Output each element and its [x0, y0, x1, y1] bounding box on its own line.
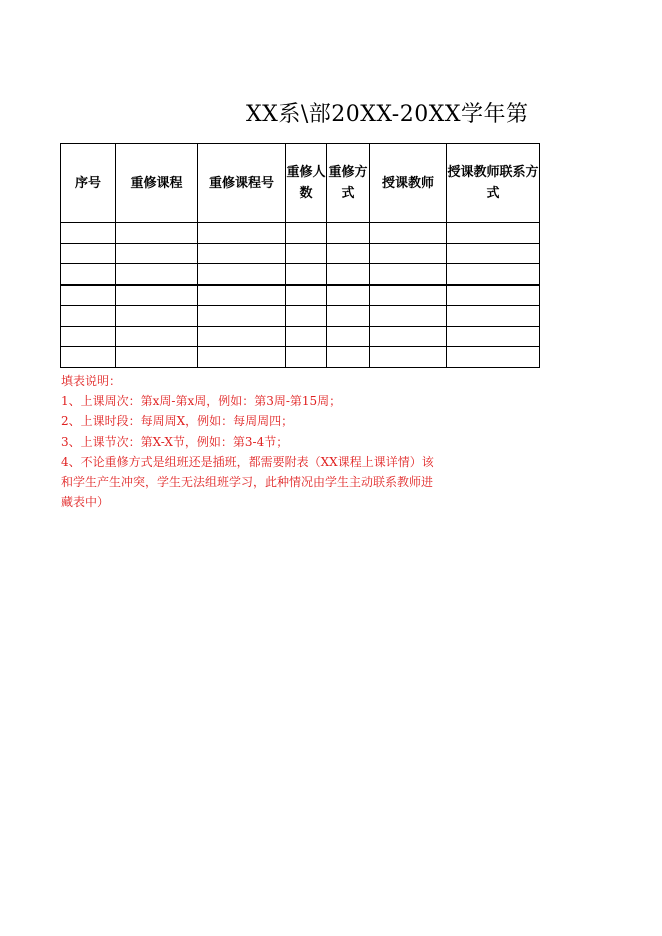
table-cell[interactable]: [370, 223, 447, 244]
table-cell[interactable]: [327, 285, 370, 306]
table-cell[interactable]: [116, 306, 198, 327]
table-cell[interactable]: [447, 326, 540, 347]
header-teacher-contact: 授课教师联系方式: [447, 144, 540, 223]
table-cell[interactable]: [286, 223, 327, 244]
table-cell[interactable]: [61, 285, 116, 306]
table-cell[interactable]: [447, 285, 540, 306]
table-cell[interactable]: [327, 264, 370, 285]
table-cell[interactable]: [327, 347, 370, 368]
table-cell[interactable]: [286, 243, 327, 264]
table-cell[interactable]: [370, 285, 447, 306]
instruction-line: 1、上课周次：第x周-第x周，例如：第3周-第15周；: [61, 394, 342, 409]
table-cell[interactable]: [61, 326, 116, 347]
instruction-line: 3、上课节次：第X-X节，例如：第3-4节；: [61, 434, 289, 449]
table-cell[interactable]: [370, 347, 447, 368]
table-row: [61, 306, 540, 327]
table-cell[interactable]: [286, 306, 327, 327]
table-cell[interactable]: [447, 243, 540, 264]
table-row: [61, 243, 540, 264]
filling-instructions: [61, 371, 539, 512]
table-cell[interactable]: [61, 347, 116, 368]
table-cell[interactable]: [116, 223, 198, 244]
table-cell[interactable]: [61, 264, 116, 285]
table-cell[interactable]: [116, 326, 198, 347]
table-cell[interactable]: [286, 347, 327, 368]
header-serial-number: 序号: [61, 144, 116, 223]
instruction-line: 藏表中）: [61, 495, 110, 510]
page-title: XX系\部20XX-20XX学年第: [246, 102, 529, 127]
header-retake-course-code: 重修课程号: [198, 144, 286, 223]
table-cell[interactable]: [327, 243, 370, 264]
table-cell[interactable]: [198, 285, 286, 306]
header-retake-count: 重修人数: [286, 144, 327, 223]
table-cell[interactable]: [327, 326, 370, 347]
table-cell[interactable]: [198, 347, 286, 368]
table-cell[interactable]: [447, 347, 540, 368]
table-cell[interactable]: [198, 326, 286, 347]
instruction-line: 2、上课时段：每周周X，例如：每周周四；: [61, 414, 294, 429]
table-cell[interactable]: [327, 306, 370, 327]
table-cell[interactable]: [370, 326, 447, 347]
table-cell[interactable]: [370, 243, 447, 264]
table-cell[interactable]: [198, 264, 286, 285]
table-cell[interactable]: [198, 306, 286, 327]
header-teacher: 授课教师: [370, 144, 447, 223]
table-cell[interactable]: [116, 264, 198, 285]
table-cell[interactable]: [370, 264, 447, 285]
instructions-heading: 填表说明：: [61, 374, 122, 388]
table-row: [61, 326, 540, 347]
table-cell[interactable]: [116, 347, 198, 368]
table-cell[interactable]: [286, 285, 327, 306]
table-cell[interactable]: [116, 285, 198, 306]
table-row: [61, 223, 540, 244]
table-cell[interactable]: [286, 264, 327, 285]
table-row: [61, 285, 540, 306]
table-cell[interactable]: [447, 264, 540, 285]
table-cell[interactable]: [447, 223, 540, 244]
header-retake-course: 重修课程: [116, 144, 198, 223]
table-cell[interactable]: [198, 223, 286, 244]
table-cell[interactable]: [370, 306, 447, 327]
table-cell[interactable]: [447, 306, 540, 327]
table-row: [61, 264, 540, 285]
instruction-line: 4、不论重修方式是组班还是插班，都需要附表（XX课程上课详情）该: [61, 454, 434, 469]
table-cell[interactable]: [61, 243, 116, 264]
table-cell[interactable]: [327, 223, 370, 244]
header-retake-method: 重修方式: [327, 144, 370, 223]
table-row: [61, 347, 540, 368]
table-cell[interactable]: [198, 243, 286, 264]
table-header-row: [61, 144, 540, 223]
table-cell[interactable]: [286, 326, 327, 347]
table-cell[interactable]: [61, 306, 116, 327]
retake-course-table: [60, 143, 540, 368]
table-cell[interactable]: [116, 243, 198, 264]
instruction-line: 和学生产生冲突，学生无法组班学习，此种情况由学生主动联系教师进: [61, 475, 434, 490]
table-cell[interactable]: [61, 223, 116, 244]
